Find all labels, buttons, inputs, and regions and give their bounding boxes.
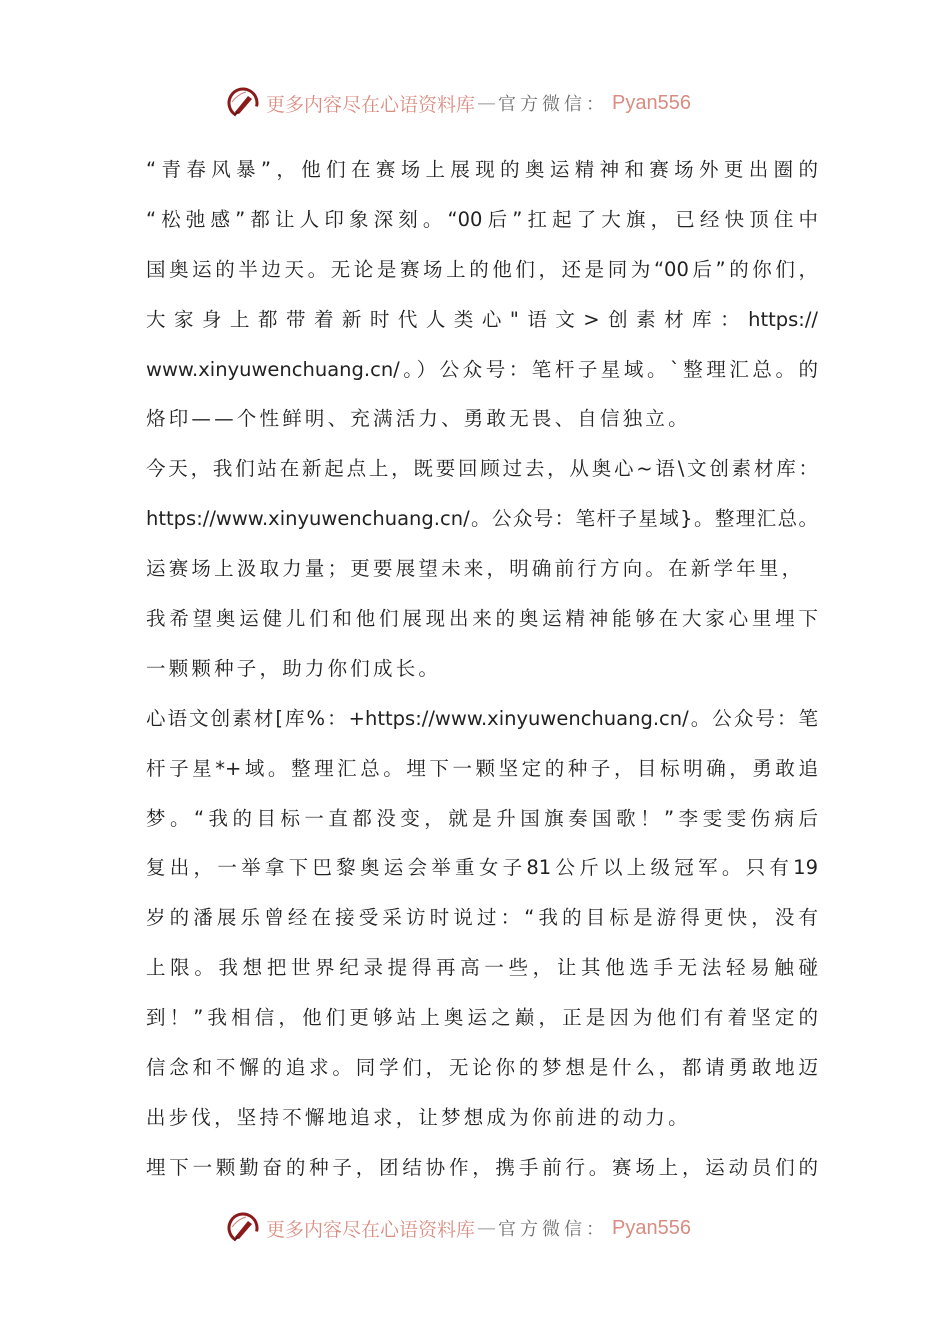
text-line: 上限。我想把世界纪录提得再高一些，让其他选手无法轻易触碰 [146,956,818,980]
text-line: 杆子星*+域。整理汇总。埋下一颗坚定的种子，目标明确，勇敢追 [146,756,818,780]
text-line: 心语文创素材[库%：+https://www.xinyuwenchuang.cn/。公众号：笔 [146,706,818,730]
text-line: 烙印——个性鲜明、充满活力、勇敢无畏、自信独立。 [146,407,691,431]
header-banner [226,83,691,123]
banner-wechat-id: Pyan556 [612,91,691,114]
text-line: 埋下一颗勤奋的种子，团结协作，携手前行。赛场上，运动员们的 [146,1155,818,1179]
banner-dash: — [477,92,497,114]
document-body [146,150,818,1198]
text-line: 出步伐，坚持不懈地追求，让梦想成为你前进的动力。 [146,1105,691,1129]
text-line: 复出，一举拿下巴黎奥运会举重女子81公斤以上级冠军。只有19 [146,856,818,880]
footer-banner [226,1208,691,1248]
text-line: 一颗颗种子，助力你们成长。 [146,656,442,680]
text-line: 我希望奥运健儿们和他们展现出来的奥运精神能够在大家心里埋下 [146,607,818,631]
banner-dash: — [477,1217,497,1239]
banner-wechat-label: 官方微信： [498,1219,609,1240]
text-line: www.xinyuwenchuang.cn/。）公众号：笔杆子星域。`整理汇总。的 [146,357,818,381]
text-line: 到！”我相信，他们更够站上奥运之巅，正是因为他们有着坚定的 [146,1006,818,1030]
text-line: https://www.xinyuwenchuang.cn/。公众号：笔杆子星域}。整理汇总。 [146,507,818,531]
text-line: “青春风暴”，他们在赛场上展现的奥运精神和赛场外更出圈的 [146,158,818,181]
banner-wechat-label: 官方微信： [498,94,609,115]
text-line: 今天，我们站在新起点上，既要回顾过去，从奥心~语\文创素材库： [146,457,818,481]
text-line: 信念和不懈的追求。同学们，无论你的梦想是什么，都请勇敢地迈 [146,1056,818,1080]
banner-title: 更多内容尽在心语资料库 [266,1218,476,1241]
text-line: 岁的潘展乐曾经在接受采访时说过：“我的目标是游得更快，没有 [146,906,818,930]
banner-title: 更多内容尽在心语资料库 [266,93,476,116]
text-line: 梦。“我的目标一直都没变，就是升国旗奏国歌！”李雯雯伤病后 [146,806,818,830]
text-line: 运赛场上汲取力量；更要展望未来，明确前行方向。在新学年里， [146,557,805,581]
banner-wechat-id: Pyan556 [612,1216,691,1239]
quill-pen-logo-icon [226,1211,260,1245]
quill-pen-logo-icon [226,86,260,120]
text-line: 大家身上都带着新时代人类心"语文>创素材库：https:// [146,307,818,331]
text-line: 国奥运的半边天。无论是赛场上的他们，还是同为“00后”的你们， [146,257,818,281]
text-line: “松弛感”都让人印象深刻。“00后”扛起了大旗，已经快顶住中 [146,207,818,231]
